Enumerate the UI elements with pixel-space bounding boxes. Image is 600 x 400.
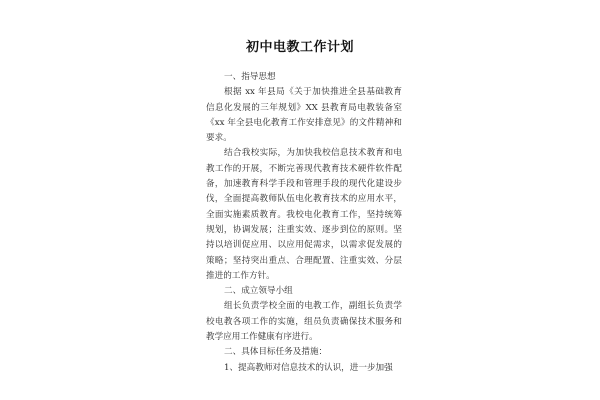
section-heading-goals-measures: 二、具体目标任务及措施： xyxy=(224,347,328,358)
section-heading-guiding-thought: 一、指导思想 xyxy=(224,72,276,82)
paragraph-basis: 根据 xx 年县局《关于加快推进全县基础教育信息化发展的三年规划》XX 县教育局电教装备室《xx 年全县电化教育工作安排意见》的文件精神和要求。 xyxy=(206,87,402,144)
document-body xyxy=(206,70,402,376)
paragraph-group-duties: 组长负责学校全面的电教工作，副组长负责学校电教各项工作的实施，组员负责确保技术服务和教学应用工作健康有序进行。 xyxy=(206,301,402,343)
paragraph-item-1: 1、提高教师对信息技术的认识，进一步加强 xyxy=(224,362,393,373)
section-heading-leadership-group: 二、成立领导小组 xyxy=(224,286,293,297)
paragraph-school-situation: 结合我校实际，为加快我校信息技术教育和电教工作的开展，不断完善现代教育技术硬件软件配备，加速教育科学手段和管理手段的现代化建设步伐，全面提高教师队伍电化教育技术的应用水平，全面实施素质教育。我校电化教育工作，坚持统筹规划，协调发展；注重实效、逐步到位的原则。坚持以培训促应用、以应用促需求，以需求促发展的策略；坚持突出重点、合理配置、注重实效、分层推进的工作方针。 xyxy=(206,148,402,281)
document-title: 初中电教工作计划 xyxy=(245,40,354,55)
